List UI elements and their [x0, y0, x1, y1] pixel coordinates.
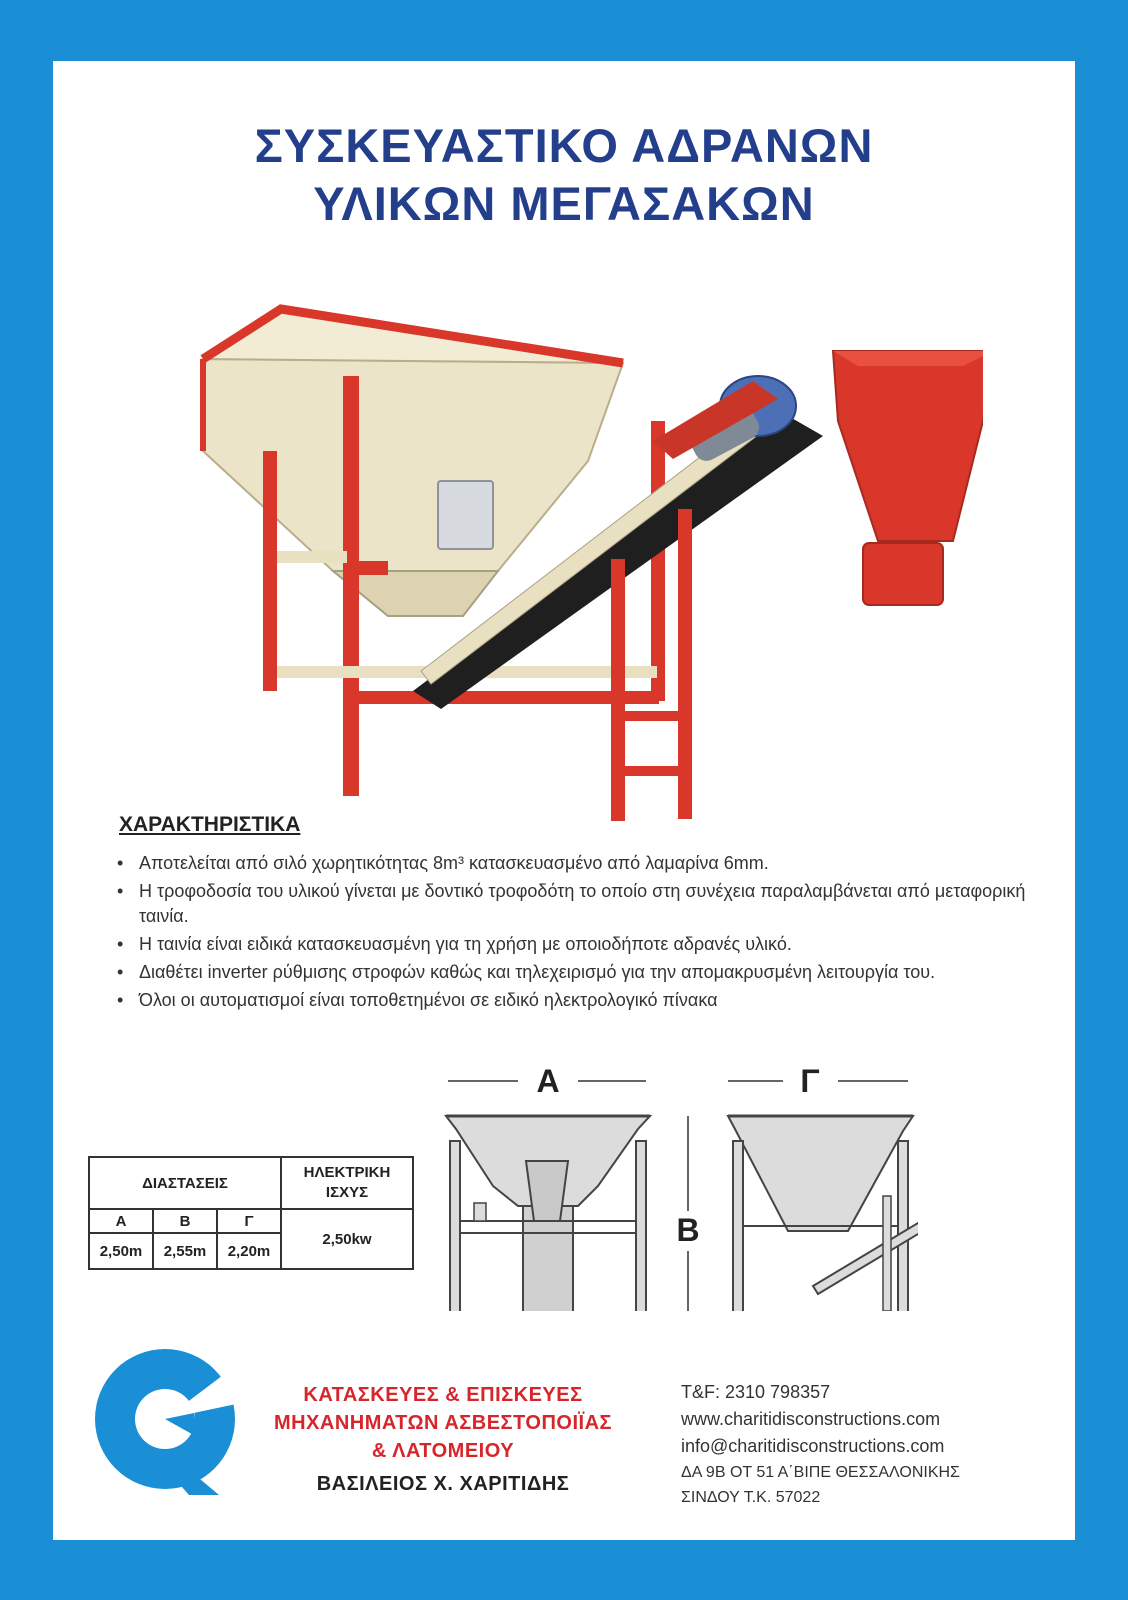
bullet-icon: •: [117, 881, 124, 901]
label-b: Β: [676, 1212, 700, 1248]
contact-website[interactable]: www.charitidisconstructions.com: [681, 1409, 941, 1429]
page-title: [53, 117, 1075, 233]
dimensions-header: ΔΙΑΣΤΑΣΕΙΣ: [89, 1157, 281, 1209]
bullet-icon: •: [117, 853, 124, 873]
brochure-page: [53, 61, 1075, 1540]
contact-phone: T&F: 2310 798357: [681, 1382, 831, 1402]
col-c-header: Γ: [217, 1209, 281, 1233]
feature-item: • Όλοι οι αυτοματισμοί είναι τοποθετημένοι σε ειδικό ηλεκτρολογικό πίνακα: [117, 988, 1067, 1013]
value-c: 2,20m: [217, 1233, 281, 1269]
col-b-header: Β: [153, 1209, 217, 1233]
value-a: 2,50m: [89, 1233, 153, 1269]
feature-item: • Η ταινία είναι ειδικά κατασκευασμένη για τη χρήση με οποιοδήποτε αδρανές υλικό.: [117, 932, 1067, 957]
bullet-icon: •: [117, 962, 124, 982]
company-line-3: & ΛΑΤΟΜΕΙΟΥ: [371, 1440, 515, 1462]
company-line-1: ΚΑΤΑΣΚΕΥΕΣ & ΕΠΙΣΚΕΥΕΣ: [303, 1384, 583, 1406]
front-view-drawing: [446, 1063, 650, 1311]
feature-item: • Η τροφοδοσία του υλικού γίνεται με δοντικό τροφοδότη το οποίο στη συνέχεια παραλαμβάνεται από μεταφορική ταινία.: [117, 881, 1026, 926]
feature-item: • Αποτελείται από σιλό χωρητικότητας 8m³ κατασκευασμένο από λαμαρίνα 6mm.: [117, 851, 1067, 876]
title-line-2: ΥΛΙΚΩΝ ΜΕΓΑΣΑΚΩΝ: [313, 177, 815, 230]
contact-address-1: ΔΑ 9Β ΟΤ 51 Α΄ΒΙΠΕ ΘΕΣΣΑΛΟΝΙΚΗΣ: [681, 1464, 960, 1481]
label-a: Α: [536, 1063, 560, 1099]
company-owner: ΒΑΣΙΛΕΙΟΣ Χ. ΧΑΡΙΤΙΔΗΣ: [316, 1473, 570, 1495]
features-heading: ΧΑΡΑΚΤΗΡΙΣΤΙΚΑ: [119, 813, 301, 836]
title-line-1: ΣΥΣΚΕΥΑΣΤΙΚΟ ΑΔΡΑΝΩΝ: [254, 119, 874, 172]
bullet-icon: •: [117, 990, 124, 1010]
company-logo: [89, 1343, 241, 1495]
contact-address-2: ΣΙΝΔΟΥ Τ.Κ. 57022: [681, 1489, 821, 1506]
bullet-icon: •: [117, 934, 124, 954]
product-photo: [183, 271, 983, 851]
company-line-2: ΜΗΧΑΝΗΜΑΤΩΝ ΑΣΒΕΣΤΟΠΟΙΪΑΣ: [273, 1412, 613, 1434]
contact-block: [681, 1379, 1061, 1510]
value-b: 2,55m: [153, 1233, 217, 1269]
col-a-header: Α: [89, 1209, 153, 1233]
company-block: [253, 1381, 633, 1499]
features-list: [93, 851, 1067, 1016]
specs-table: [88, 1156, 414, 1270]
feature-item: • Διαθέτει inverter ρύθμισης στροφών καθώς και τηλεχειρισμό για την απομακρυσμένη λειτουργία του.: [117, 960, 1067, 985]
label-c: Γ: [800, 1063, 820, 1099]
side-view-drawing: [728, 1063, 918, 1311]
power-value: 2,50kw: [281, 1209, 413, 1269]
contact-email[interactable]: info@charitidisconstructions.com: [681, 1436, 945, 1456]
power-header: ΗΛΕΚΤΡΙΚΗ ΙΣΧΥΣ: [281, 1157, 413, 1209]
technical-drawings: [438, 1061, 918, 1311]
